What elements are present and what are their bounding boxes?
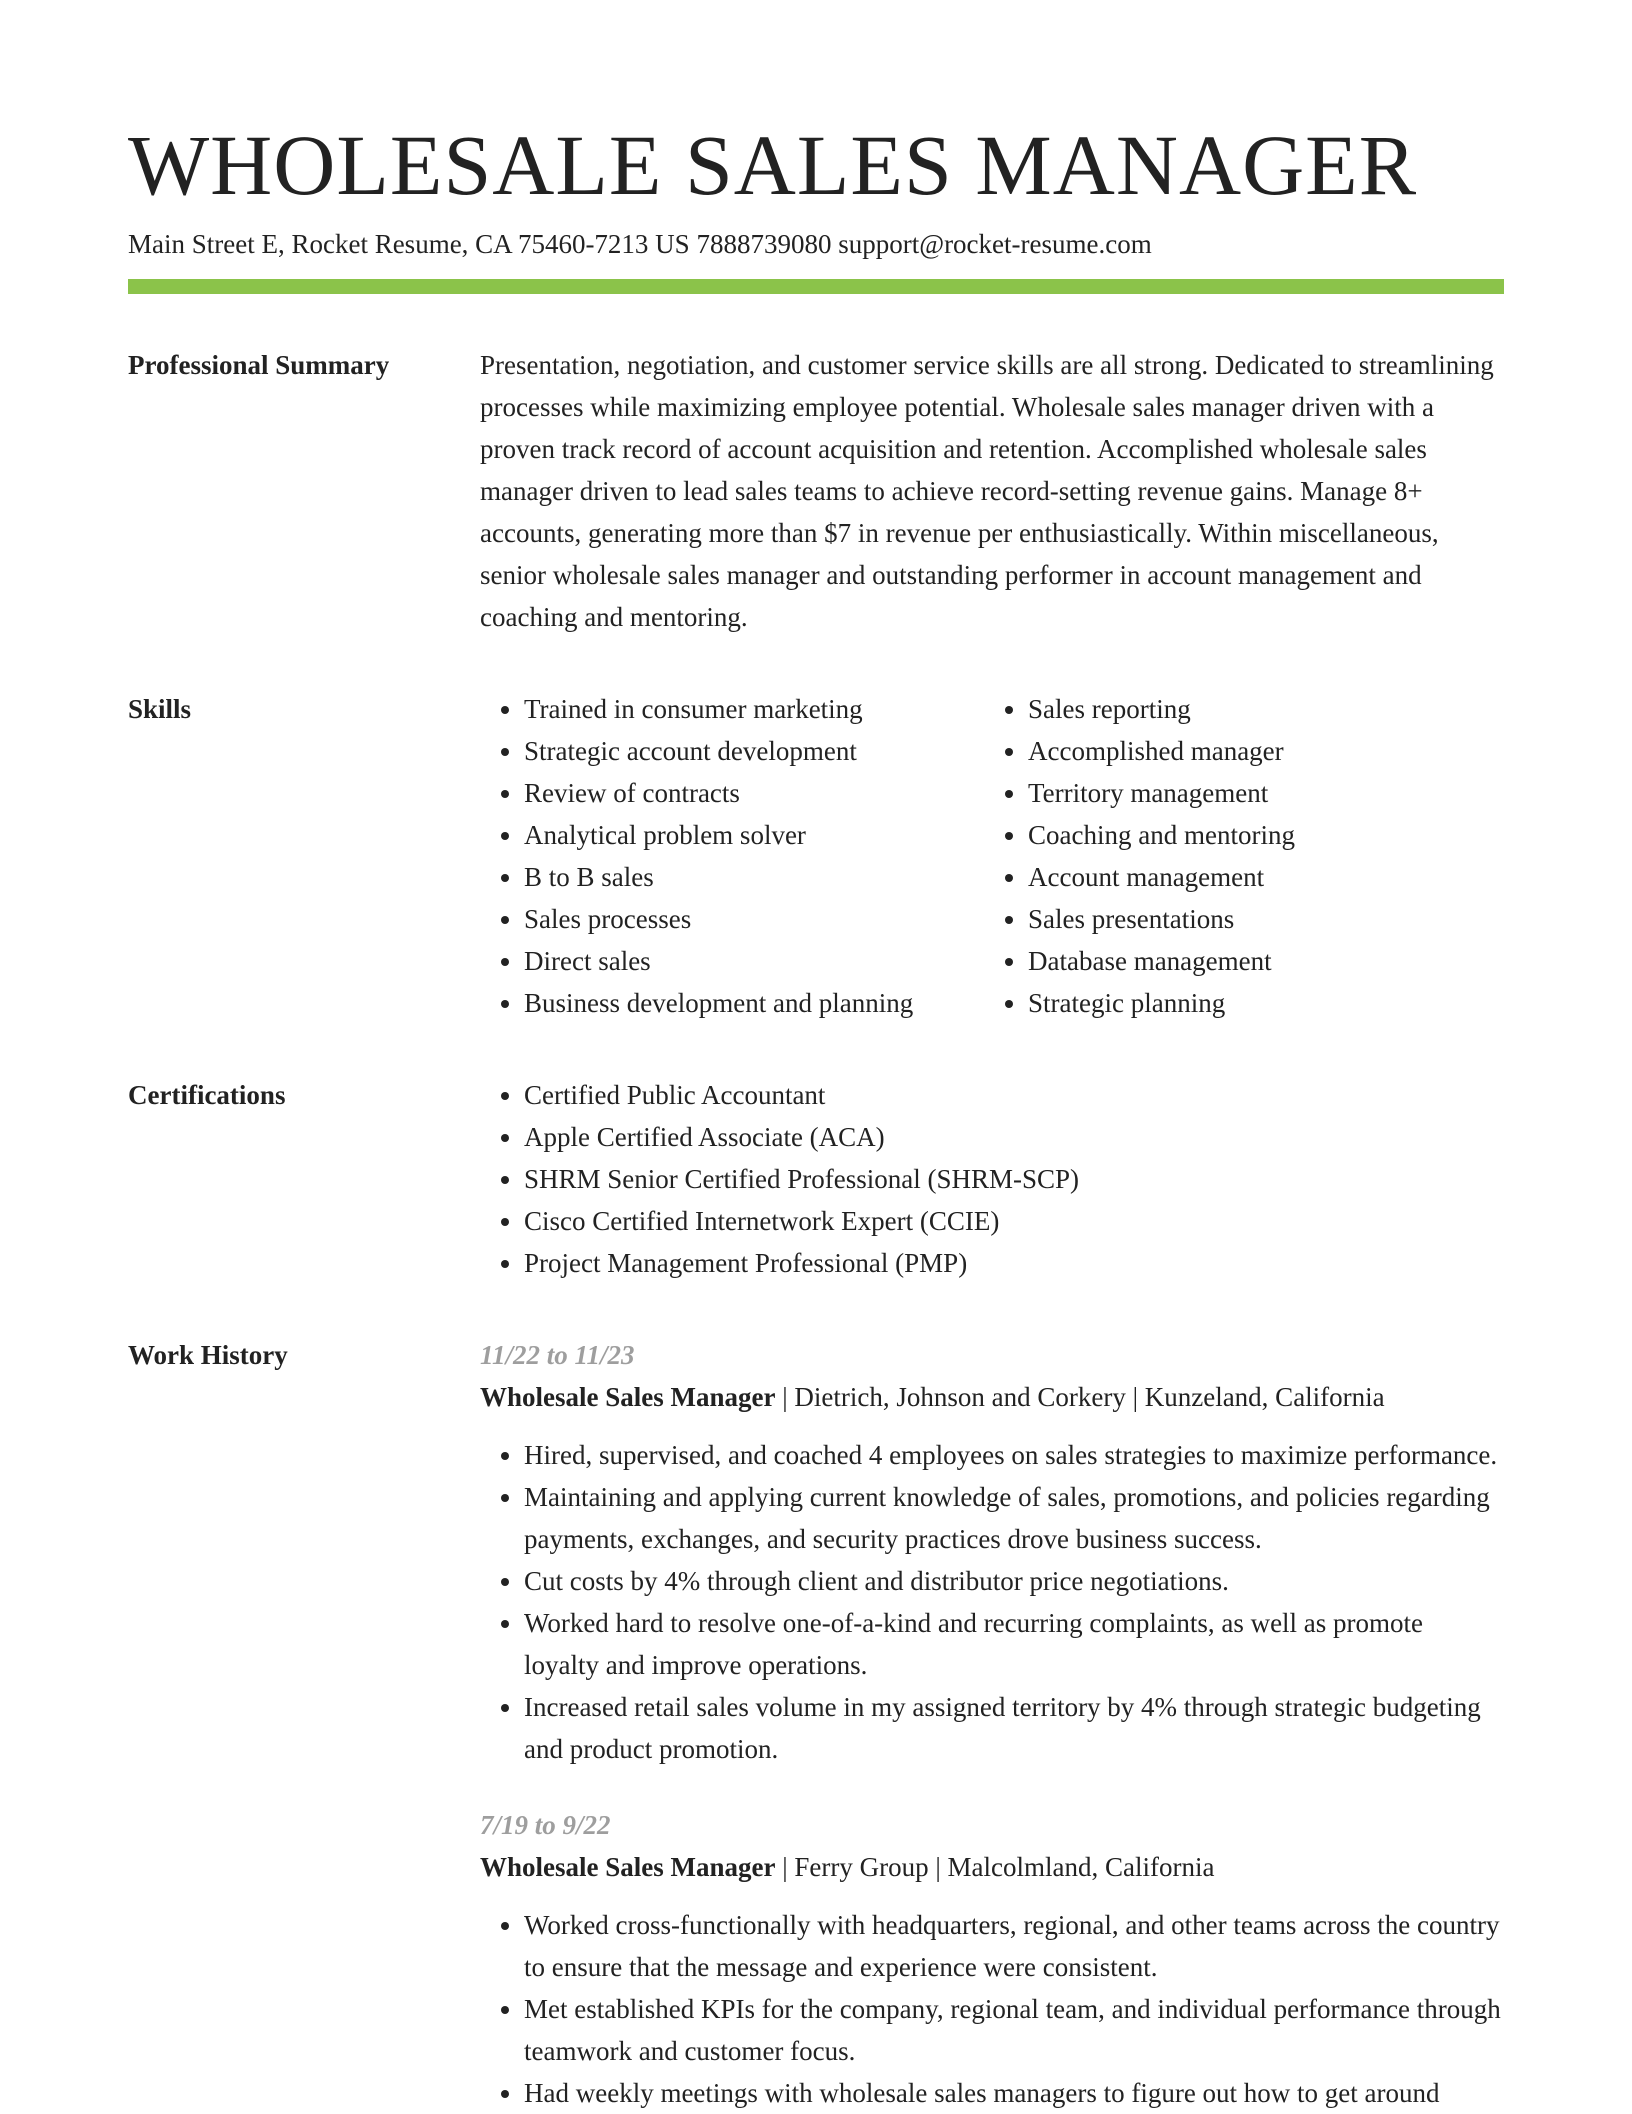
job-dates: 11/22 to 11/23 xyxy=(480,1339,635,1370)
job-heading xyxy=(480,1376,1504,1418)
resume-page xyxy=(128,118,1504,2114)
section-label: Skills xyxy=(128,693,192,724)
job-bullet: • Had weekly meetings with wholesale sales managers to figure out how to get around xyxy=(524,2072,1504,2114)
job-title: Wholesale Sales Manager xyxy=(480,1851,776,1882)
job-bullets xyxy=(480,1434,1504,1770)
job-bullet: • Worked hard to resolve one-of-a-kind and recurring complaints, as well as promote loyalty and improve operations. xyxy=(524,1602,1504,1686)
section-label: Professional Summary xyxy=(128,349,390,380)
skill-item: • Sales presentations xyxy=(1028,898,1484,940)
certification-item: • Cisco Certified Internetwork Expert (CCIE) xyxy=(524,1200,1504,1242)
job-bullet: • Met established KPIs for the company, regional team, and individual performance through teamwork and customer focus. xyxy=(524,1988,1504,2072)
job-details: | Ferry Group | Malcolmland, California xyxy=(775,1851,1215,1882)
job-bullet: • Increased retail sales volume in my assigned territory by 4% through strategic budgeting and product promotion. xyxy=(524,1686,1504,1770)
resume-title: WHOLESALE SALES MANAGER xyxy=(128,117,1418,213)
skill-item: • Direct sales xyxy=(524,940,984,982)
skill-item: • Accomplished manager xyxy=(1028,730,1484,772)
skill-item: • Coaching and mentoring xyxy=(1028,814,1484,856)
certification-item: • SHRM Senior Certified Professional (SHRM-SCP) xyxy=(524,1158,1504,1200)
job-bullet: • Cut costs by 4% through client and distributor price negotiations. xyxy=(524,1560,1504,1602)
section-label: Work History xyxy=(128,1339,288,1370)
certification-item: • Certified Public Accountant xyxy=(524,1074,1504,1116)
work-history-section xyxy=(128,1334,1504,2114)
skill-item: • Sales processes xyxy=(524,898,984,940)
certifications-section xyxy=(128,1074,1504,1284)
skill-item: • Analytical problem solver xyxy=(524,814,984,856)
skills-section xyxy=(128,688,1504,1024)
skill-item: • Account management xyxy=(1028,856,1484,898)
skill-item: • Database management xyxy=(1028,940,1484,982)
job-title: Wholesale Sales Manager xyxy=(480,1381,776,1412)
job-entry xyxy=(480,1804,1504,2114)
certifications-list xyxy=(480,1074,1504,1284)
job-bullet: • Maintaining and applying current knowledge of sales, promotions, and policies regarding payments, exchanges, and security practices drove business success. xyxy=(524,1476,1504,1560)
job-bullet: • Hired, supervised, and coached 4 employees on sales strategies to maximize performance. xyxy=(524,1434,1504,1476)
job-heading xyxy=(480,1846,1504,1888)
skill-item: • Territory management xyxy=(1028,772,1484,814)
job-dates: 7/19 to 9/22 xyxy=(480,1809,611,1840)
skill-item: • Strategic planning xyxy=(1028,982,1484,1024)
skill-item: • Strategic account development xyxy=(524,730,984,772)
skills-list-right xyxy=(984,688,1484,1024)
job-details: | Dietrich, Johnson and Corkery | Kunzeland, California xyxy=(775,1381,1385,1412)
skills-list-left xyxy=(480,688,984,1024)
summary-text: Presentation, negotiation, and customer service skills are all strong. Dedicated to streamlining processes while maximizing employee potential. Wholesale sales manager driven with a proven track record of account acquisition and retention. Accomplished wholesale sales manager driven to lead sales teams to achieve record-setting revenue gains. Manage 8+ accounts, generating more than $7 in revenue per enthusiastically. Within miscellaneous, senior wholesale sales manager and outstanding performer in account management and coaching and mentoring. xyxy=(480,349,1494,632)
skill-item: • Business development and planning xyxy=(524,982,984,1024)
skill-item: • Review of contracts xyxy=(524,772,984,814)
skill-item: • Trained in consumer marketing xyxy=(524,688,984,730)
job-entry xyxy=(480,1334,1504,1770)
job-bullet: • Worked cross-functionally with headquarters, regional, and other teams across the country to ensure that the message and experience were consistent. xyxy=(524,1904,1504,1988)
job-bullets xyxy=(480,1904,1504,2114)
certification-item: • Apple Certified Associate (ACA) xyxy=(524,1116,1504,1158)
skill-item: • B to B sales xyxy=(524,856,984,898)
summary-section xyxy=(128,344,1504,638)
accent-divider xyxy=(128,279,1504,294)
section-label: Certifications xyxy=(128,1079,286,1110)
certification-item: • Project Management Professional (PMP) xyxy=(524,1242,1504,1284)
contact-line: Main Street E, Rocket Resume, CA 75460-7213 US 7888739080 support@rocket-resume.com xyxy=(128,228,1152,259)
skill-item: • Sales reporting xyxy=(1028,688,1484,730)
